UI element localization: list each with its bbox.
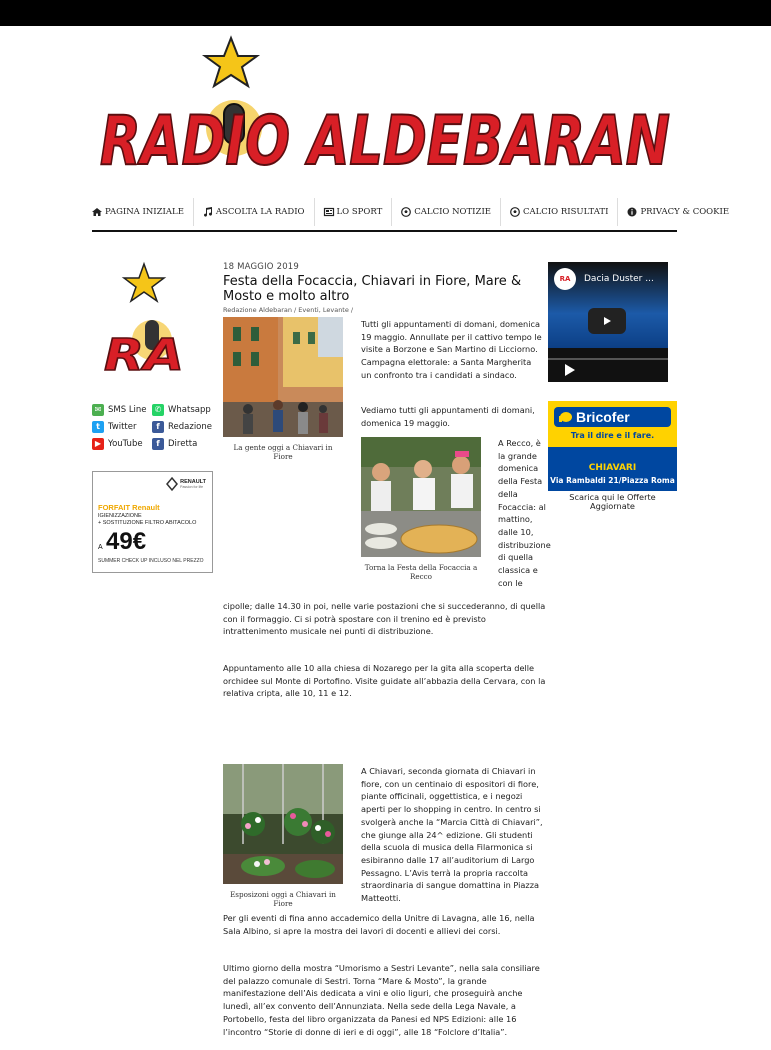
twitter-icon: t — [92, 421, 104, 433]
music-icon — [203, 207, 213, 217]
soccer-ball-icon — [401, 207, 411, 217]
renault-brand: RENAULT — [180, 479, 206, 485]
article-paragraph-3b: cipolle; dalle 14.30 in poi, nelle varie postazioni che si succederanno, di quella con il formaggio. Ci si potrà spostare con il trenino ed è previsto intrattenimento musicale nei punti di distribuzione. — [223, 601, 546, 637]
diretta-link[interactable] — [152, 438, 212, 450]
home-icon — [92, 207, 102, 217]
article-paragraph-3a: A Recco, è la grande domenica della Festa della Focaccia: al mattino, dalle 10, distribuzione di quella classica e con le — [498, 438, 551, 588]
diretta-label: Diretta — [168, 438, 198, 449]
renault-tagline: Passion for life — [180, 485, 204, 489]
top-black-bar — [0, 0, 771, 26]
renault-logo-icon — [167, 478, 177, 490]
video-ad[interactable] — [548, 262, 668, 382]
article-paragraph-5: A Chiavari, seconda giornata di Chiavari in fiore, con un centinaio di espositori di fiore, piante officinali, oggettistica, e i negozi aperti per lo shopping in centro. In centro si svolgerà anche la “Marcia Città di Chiavari”, che giunge alla 24^ edizione. Gli studenti della scuola di musica della Filarmonica si esibiranno dalle 17 all’auditorium di Largo Pessagno. L’Avis terrà la propria raccolta straordinaria di sangue domattina in Piazza Matteotti. — [361, 766, 543, 904]
channel-avatar: RA — [554, 268, 576, 290]
sidebar-logo-text: RA — [104, 330, 184, 381]
nav-sport-label: LO SPORT — [336, 207, 383, 217]
elephant-icon — [558, 411, 572, 423]
figure-caption-1: La gente oggi a Chiavari in Fiore — [233, 443, 333, 461]
sms-label: SMS Line — [108, 404, 147, 415]
renault-line2: + SOSTITUZIONE FILTRO ABITACOLO — [98, 520, 197, 526]
article-paragraph-4: Appuntamento alle 10 alla chiesa di Nozarego per la gita alla scoperta delle orchidee sul Monte di Portofino. Visite guidate all’abbazia della Cervara, con la relativa cripta, alle 10, 11 e 12. — [223, 663, 546, 699]
nav-calcio-notizie[interactable] — [392, 198, 501, 226]
nav-privacy-label: PRIVACY & COOKIE — [640, 207, 730, 217]
nav-radio[interactable] — [194, 198, 315, 226]
article-title[interactable]: Festa della Focaccia, Chiavari in Fiore, Mare & Mosto e molto altro — [223, 274, 522, 304]
info-icon — [627, 207, 637, 217]
video-play-button[interactable] — [588, 308, 626, 334]
nav-calcio-notizie-label: CALCIO NOTIZIE — [414, 207, 492, 217]
figure-caption-2: Torna la Festa della Focaccia a Recco — [364, 563, 478, 581]
bricofer-city: CHIAVARI — [588, 463, 637, 473]
nav-calcio-risultati-label: CALCIO RISULTATI — [523, 207, 609, 217]
social-links — [92, 401, 217, 452]
whatsapp-label: Whatsapp — [168, 404, 211, 415]
site-logo[interactable] — [96, 36, 676, 186]
nav-calcio-risultati[interactable] — [501, 198, 618, 226]
renault-ad[interactable] — [92, 471, 213, 573]
renault-footer: SUMMER CHECK UP INCLUSO NEL PREZZO — [98, 558, 204, 564]
figure-caption-3: Esposizoni oggi a Chiavari in Fiore — [230, 890, 336, 908]
article-paragraph-1: Tutti gli appuntamenti di domani, domenica 19 maggio. Annullate per il cattivo tempo le visite a Borzone e San Martino di Licciorno. Campagna elettorale: a Santa Margherita un confronto tra i candidati a sindaco. — [361, 319, 542, 380]
article-date: 18 MAGGIO 2019 — [223, 262, 300, 272]
nav-home-label: PAGINA INIZIALE — [105, 207, 184, 217]
redazione-label: Redazione — [168, 421, 212, 432]
flower-exhibition-photo — [223, 764, 343, 884]
article-header — [223, 262, 546, 314]
sms-link[interactable] — [92, 404, 152, 416]
renault-price: 49€ — [106, 528, 147, 555]
renault-headline: FORFAIT Renault — [98, 503, 160, 512]
video-title[interactable]: Dacia Duster ... — [584, 274, 654, 284]
twitter-link[interactable] — [92, 421, 152, 433]
whatsapp-link[interactable] — [152, 404, 212, 416]
bricofer-address: Via Rambaldi 21/Piazza Roma — [550, 476, 675, 485]
article-meta[interactable]: Redazione Aldebaran / Eventi, Levante / — [223, 306, 354, 314]
youtube-link[interactable] — [92, 438, 152, 450]
play-icon — [602, 316, 612, 326]
renault-line1: IGIENIZZAZIONE — [98, 513, 142, 519]
youtube-icon: ▶ — [92, 438, 104, 450]
facebook-icon: f — [152, 438, 164, 450]
sidebar-logo[interactable] — [102, 262, 186, 382]
redazione-link[interactable] — [152, 421, 212, 433]
focaccia-festival-photo — [361, 437, 481, 557]
logo-text: RADIO ALDEBARAN — [100, 102, 670, 181]
nav-sport[interactable] — [315, 198, 393, 226]
bricofer-logo: Bricofer — [554, 407, 671, 427]
soccer-ball-icon — [510, 207, 520, 217]
nav-privacy[interactable] — [618, 198, 738, 226]
main-nav — [92, 194, 730, 232]
nav-radio-label: ASCOLTA LA RADIO — [215, 207, 305, 217]
star-icon — [205, 38, 257, 86]
chiavari-street-photo — [223, 317, 343, 437]
article-paragraph-6: Per gli eventi di fina anno accademico della Unitre di Lavagna, alle 16, nella Sala Albino, si apre la mostra dei lavori di docenti e allievi dei corsi. — [223, 913, 535, 936]
facebook-icon: f — [152, 421, 164, 433]
newspaper-icon — [324, 207, 334, 217]
twitter-label: Twitter — [108, 421, 137, 432]
article-paragraph-7: Ultimo giorno della mostra “Umorismo a Sestri Levante”, nella sala consiliare del palazzo comunale di Sestri. Torna “Mare & Mosto”, la grande manifestazione dell’Ais dedicata a vini e olio liguri, che proseguirà anche lunedì, all’ex convento dell’Annunziata. Nella sede della Lega Navale, a Portobello, festa del libro organizzata da Panesi ed NPS Edizioni: alle 16 l’incontro “Storie di donne di ieri e di oggi”, alle 18 “Folclore d’Italia”. — [223, 963, 540, 1037]
bricofer-ad[interactable] — [548, 401, 677, 491]
star-icon — [124, 264, 164, 301]
whatsapp-icon: ✆ — [152, 404, 164, 416]
sms-icon: ✉ — [92, 404, 104, 416]
nav-home[interactable] — [92, 198, 194, 226]
bricofer-offers-link[interactable]: Scarica qui le Offerte Aggiornate — [569, 492, 656, 511]
youtube-label: YouTube — [108, 438, 143, 449]
renault-price-prefix: A — [98, 544, 103, 551]
player-play-icon[interactable] — [565, 364, 575, 376]
bricofer-slogan: Tra il dire e il fare. — [570, 431, 655, 440]
article-paragraph-2: Vediamo tutti gli appuntamenti di domani, domenica 19 maggio. — [361, 405, 535, 428]
